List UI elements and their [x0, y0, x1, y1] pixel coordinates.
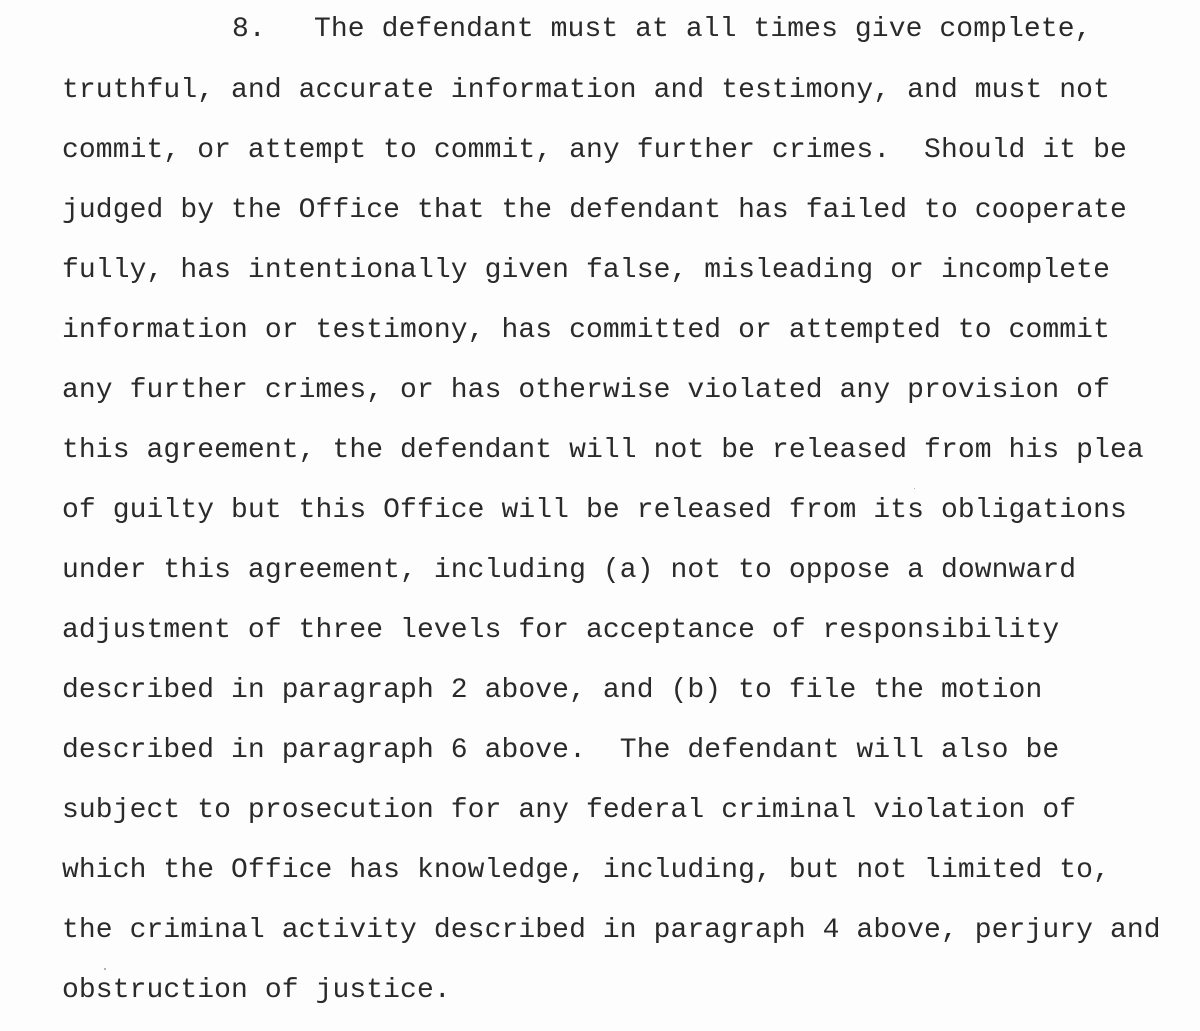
- text-line: truthful, and accurate information and testimony, and must not: [62, 75, 1110, 106]
- text-line: information or testimony, has committed or attempted to commit: [62, 315, 1110, 346]
- text-line: described in paragraph 6 above. The defendant will also be: [62, 735, 1060, 766]
- text-line: this agreement, the defendant will not be released from his plea: [62, 435, 1144, 466]
- text-line: judged by the Office that the defendant has failed to cooperate: [62, 195, 1127, 226]
- text-line: fully, has intentionally given false, misleading or incomplete: [62, 255, 1110, 286]
- text-line: obstruction of justice.: [62, 975, 451, 1006]
- text-line: described in paragraph 2 above, and (b) to file the motion: [62, 675, 1043, 706]
- text-line: the criminal activity described in paragraph 4 above, perjury and: [62, 915, 1161, 946]
- text-line: subject to prosecution for any federal criminal violation of: [62, 795, 1077, 826]
- scan-speck: [104, 968, 106, 970]
- text-line: any further crimes, or has otherwise violated any provision of: [62, 375, 1110, 406]
- text-line: commit, or attempt to commit, any further crimes. Should it be: [62, 135, 1127, 166]
- text-line: of guilty but this Office will be released from its obligations: [62, 495, 1127, 526]
- text-line: which the Office has knowledge, including, but not limited to,: [62, 855, 1110, 886]
- text-line: under this agreement, including (a) not to oppose a downward: [62, 555, 1077, 586]
- paragraph-number: 8.: [232, 14, 266, 45]
- text-line: The defendant must at all times give complete,: [314, 14, 1092, 45]
- text-line: adjustment of three levels for acceptance of responsibility: [62, 615, 1060, 646]
- scan-speck: [914, 488, 915, 489]
